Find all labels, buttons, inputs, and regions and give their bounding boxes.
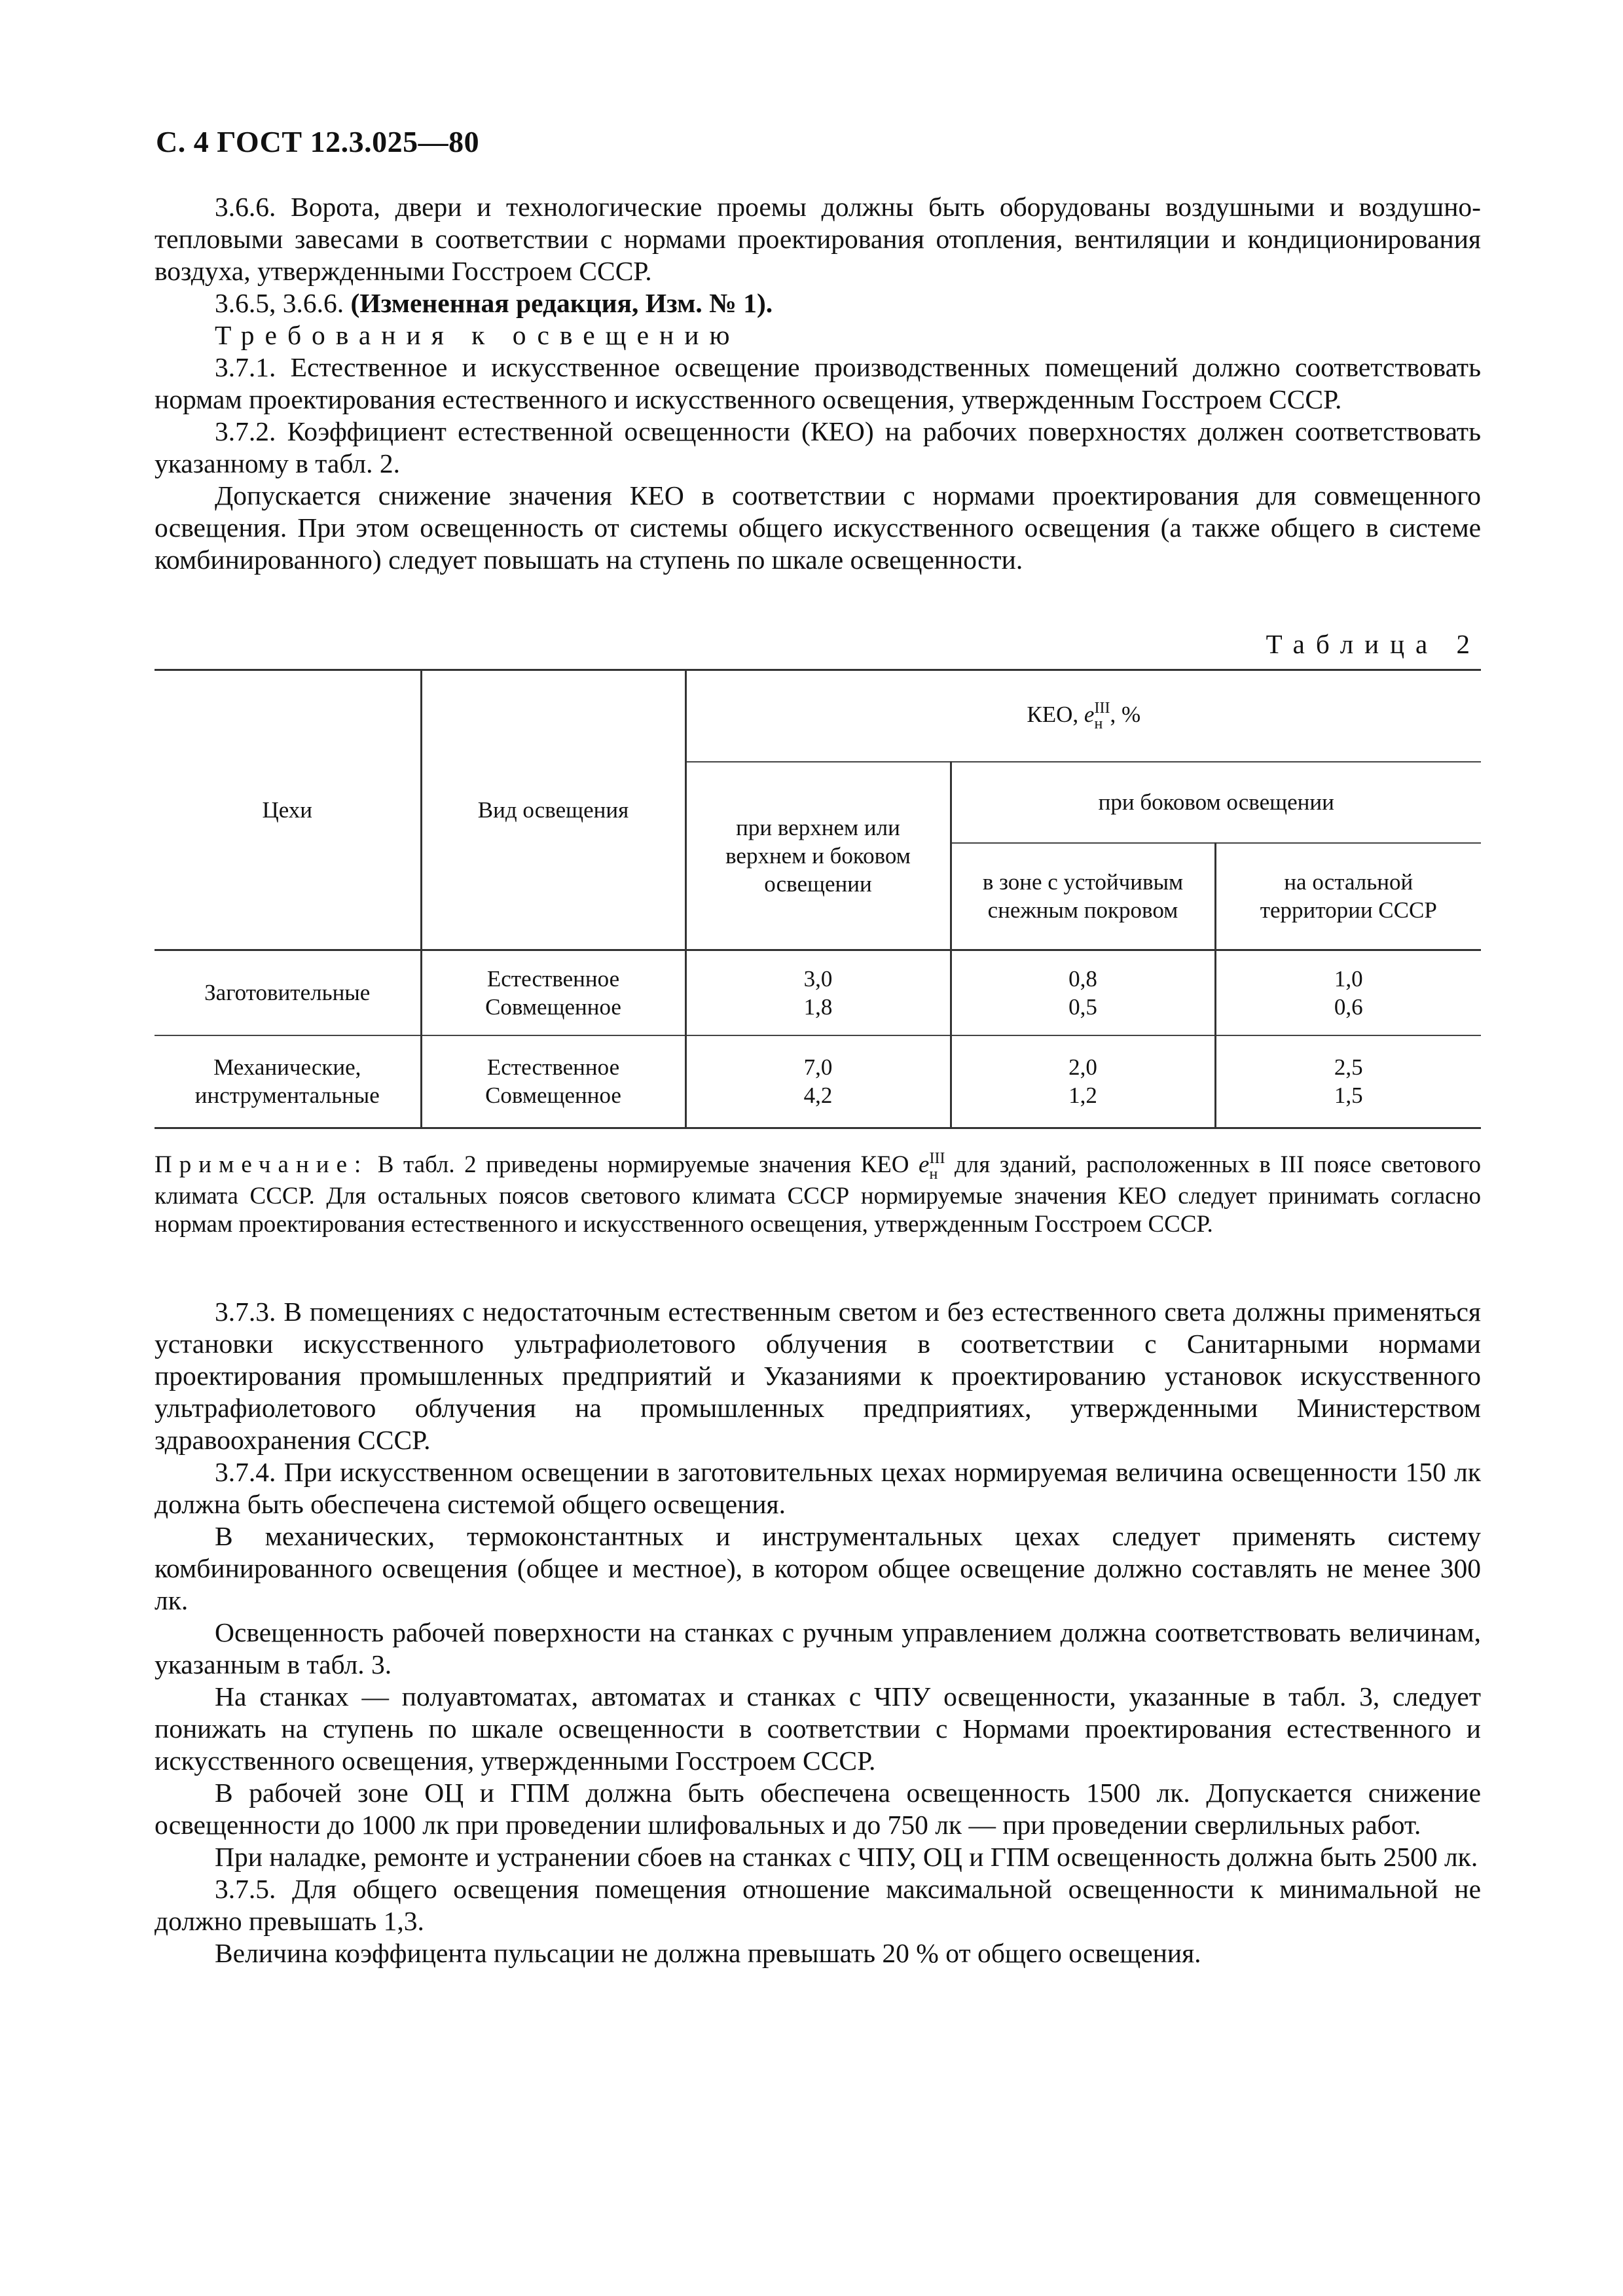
cell-kind-natural: Естественное — [486, 1054, 620, 1081]
cell-kind-combined: Совмещенное — [485, 1083, 621, 1109]
header-keo-indices — [1094, 700, 1110, 732]
cell-shop: Заготовительные — [155, 950, 421, 1035]
paragraph-3-7-1: 3.7.1. Естественное и искусственное освещение производственных помещений должно соответствовать нормам проектирования естественного и искусственного освещения, утвержденным Госстроем СССР. — [155, 352, 1481, 414]
note-sub: н — [929, 1166, 938, 1183]
cell-rest — [1215, 1035, 1481, 1128]
header-side-lighting: при боковом освещении — [951, 762, 1481, 843]
header-keo-label: КЕО, — [1027, 701, 1079, 727]
cell-value: 3,0 — [803, 965, 833, 992]
paragraph-manual-machines: Освещенность рабочей поверхности на станках с ручным управлением должна соответствовать величинам, указанным в табл. 3. — [155, 1617, 1481, 1679]
amendment-refs: 3.6.5, 3.6.6. — [215, 288, 344, 318]
cell-snow — [951, 950, 1215, 1035]
cell-value: 1,5 — [1334, 1083, 1363, 1109]
paragraph-mechanical-shops: В механических, термоконстантных и инструментальных цехах следует применять систему комбинированного освещения (общее и местное), в котором общее освещение должно составлять не менее 300 лк. — [155, 1521, 1481, 1615]
cell-snow — [951, 1035, 1215, 1128]
intro-section — [155, 191, 1481, 576]
paragraph-keo-reduction: Допускается снижение значения КЕО в соответствии с нормами проектирования для совмещенного освещения. При этом освещенность от системы общего искусственного освещения (а также общего в системе комбинированного) следует повышать на ступень по шкале освещенности. — [155, 480, 1481, 575]
header-keo-sub: н — [1094, 715, 1103, 732]
cell-top — [685, 950, 951, 1035]
page-header: С. 4 ГОСТ 12.3.025—80 — [156, 125, 480, 158]
cell-top — [685, 1035, 951, 1128]
table-note — [155, 1151, 1481, 1238]
paragraph-3-7-4: 3.7.4. При искусственном освещении в заготовительных цехах нормируемая величина освещенности 150 лк должна быть обеспечена системой общего освещения. — [155, 1457, 1481, 1519]
paragraph-setup: При наладке, ремонте и устранении сбоев на станках с ЧПУ, ОЦ и ГПМ освещенность должна быть 2500 лк. — [215, 1842, 1478, 1872]
cell-value: 0,5 — [1068, 994, 1097, 1020]
header-rest-territory: на остальной территории СССР — [1215, 843, 1481, 950]
header-keo-symbol: e — [1084, 701, 1095, 727]
cell-shop-line: Механические, — [213, 1054, 361, 1081]
table-row — [155, 1035, 1481, 1128]
note-label: Примечание: — [155, 1151, 369, 1178]
cell-value: 0,8 — [1068, 965, 1097, 992]
cell-value: 1,2 — [1068, 1083, 1097, 1109]
cell-rest — [1215, 950, 1481, 1035]
table-row — [155, 950, 1481, 1035]
note-text-2: для зданий, расположенных в III поясе светового климата СССР. Для остальных поясов светового климата СССР нормируемые значения КЕО следует принимать согласно нормам проектирования естественного и искусственного освещения, утвержденным Госстроем СССР. — [155, 1151, 1481, 1238]
keo-table — [155, 669, 1481, 1129]
header-top-lighting: при верхнем или верхнем и боковом освещении — [685, 762, 951, 950]
cell-value: 2,0 — [1068, 1054, 1097, 1081]
cell-value: 1,0 — [1334, 965, 1363, 992]
paragraph-3-7-5: 3.7.5. Для общего освещения помещения отношение максимальной освещенности к минимальной не должно превышать 1,3. — [155, 1874, 1481, 1936]
cell-shop — [155, 1035, 421, 1128]
cell-kind — [421, 950, 685, 1035]
cell-value: 2,5 — [1334, 1054, 1363, 1081]
amendment-label: (Измененная редакция, Изм. № 1). — [350, 288, 773, 318]
note-sup: III — [929, 1150, 945, 1167]
paragraph-oc-gpm: В рабочей зоне ОЦ и ГПМ должна быть обеспечена освещенность 1500 лк. Допускается снижение освещенности до 1000 лк при проведении шлифовальных и до 750 лк — при проведении сверлильных работ. — [155, 1778, 1481, 1840]
body-section — [155, 1296, 1481, 1969]
cell-value: 4,2 — [803, 1083, 833, 1109]
paragraph-pulsation: Величина коэффицента пульсации не должна превышать 20 % от общего освещения. — [215, 1938, 1201, 1968]
note-symbol: e — [919, 1151, 930, 1178]
header-shops: Цехи — [155, 670, 421, 950]
paragraph-3-7-3: 3.7.3. В помещениях с недостаточным естественным светом и без естественного света должны применяться установки искусственного ультрафиолетового облучения в соответствии с Санитарными нормами проектирования промышленных предприятий и Указаниями к проектированию установок искусственного ультрафиолетового облучения на промышленных предприятиях, утвержденными Министерством здравоохранения СССР. — [155, 1297, 1481, 1455]
cell-kind-combined: Совмещенное — [485, 994, 621, 1020]
header-keo-unit: , % — [1110, 701, 1141, 727]
cell-kind-natural: Естественное — [486, 965, 620, 992]
header-keo-sup: III — [1094, 699, 1110, 717]
amendment-note — [155, 287, 1481, 319]
note-indices — [929, 1151, 945, 1182]
section-title-lighting: Требования к освещению — [215, 320, 740, 350]
cell-value: 0,6 — [1334, 994, 1363, 1020]
cell-value: 1,8 — [803, 994, 833, 1020]
header-snow-zone: в зоне с устойчивым снежным покровом — [951, 843, 1215, 950]
note-text-1: В табл. 2 приведены нормируемые значения КЕО — [377, 1151, 909, 1178]
paragraph-3-6-6: 3.6.6. Ворота, двери и технологические проемы должны быть оборудованы воздушными и воздушно-тепловыми завесами в соответствии с нормами проектирования отопления, вентиляции и кондиционирования воздуха, утвержденными Госстроем СССР. — [155, 192, 1481, 286]
paragraph-3-7-2: 3.7.2. Коэффициент естественной освещенности (КЕО) на рабочих поверхностях должен соответствовать указанному в табл. 2. — [155, 416, 1481, 478]
cell-value: 7,0 — [803, 1054, 833, 1081]
paragraph-cnc-machines: На станках — полуавтоматах, автоматах и станках с ЧПУ освещенности, указанные в табл. 3, следует понижать на ступень по шкале освещенности в соответствии с Нормами проектирования естественного и искусственного освещения, утвержденными Госстроем СССР. — [155, 1681, 1481, 1776]
table-title: Таблица 2 — [1266, 629, 1481, 659]
header-keo — [685, 670, 1481, 762]
cell-kind — [421, 1035, 685, 1128]
cell-shop-line: инструментальные — [194, 1083, 380, 1109]
header-lighting-kind: Вид освещения — [421, 670, 685, 950]
